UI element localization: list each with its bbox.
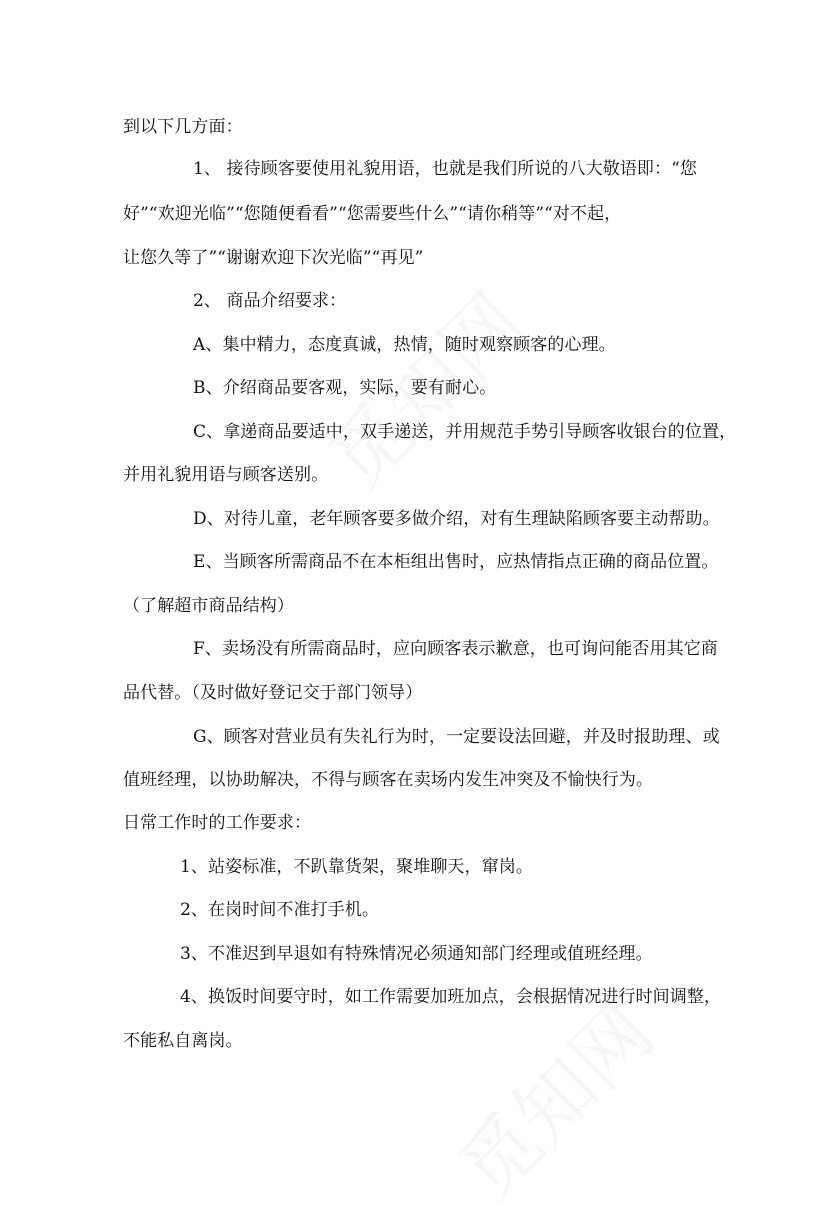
paragraph-line-22: 不能私自离岗。 (123, 1031, 243, 1051)
paragraph-line-10: D、对待儿童，老年顾客要多做介绍，对有生理缺陷顾客要主动帮助。 (193, 509, 720, 529)
paragraph-line-15: G、顾客对营业员有失礼行为时，一定要设法回避，并及时报助理、或 (193, 727, 720, 747)
paragraph-line-5: 2、 商品介绍要求： (193, 291, 347, 311)
paragraph-line-21: 4、换饭时间要守时，如工作需要加班加点，会根据情况进行时间调整， (180, 987, 722, 1007)
paragraph-line-9: 并用礼貌用语与顾客送别。 (123, 465, 329, 485)
paragraph-line-7: B、介绍商品要客观，实际，要有耐心。 (193, 378, 497, 398)
paragraph-line-14: 品代替。（及时做好登记交于部门领导） (123, 683, 423, 703)
paragraph-line-4: 让您久等了”“谢谢欢迎下次光临”“再见” (123, 248, 424, 268)
paragraph-line-13: F、卖场没有所需商品时，应向顾客表示歉意，也可询问能否用其它商 (193, 639, 718, 659)
paragraph-line-3: 好”“欢迎光临”“您随便看看”“您需要些什么”“请你稍等”“对不起， (123, 204, 622, 224)
paragraph-line-8: C、拿递商品要适中，双手递送，并用规范手势引导顾客收银台的位置， (193, 422, 737, 442)
paragraph-line-20: 3、不准迟到早退如有特殊情况必须通知部门经理或值班经理。 (180, 944, 653, 964)
section-heading: 日常工作时的工作要求： (123, 813, 312, 833)
paragraph-line-11: E、当顾客所需商品不在本柜组出售时，应热情指点正确的商品位置。 (193, 552, 719, 572)
paragraph-line-1: 到以下几方面： (123, 117, 243, 137)
paragraph-line-6: A、集中精力，态度真诚，热情，随时观察顾客的心理。 (193, 335, 616, 355)
paragraph-line-2: 1、 接待顾客要使用礼貌用语，也就是我们所说的八大敬语即：“您 (193, 159, 698, 179)
paragraph-line-12: （了解超市商品结构） (123, 596, 294, 616)
paragraph-line-16: 值班经理，以协助解决，不得与顾客在卖场内发生冲突及不愉快行为。 (123, 770, 654, 790)
paragraph-line-19: 2、在岗时间不准打手机。 (180, 900, 380, 920)
paragraph-line-18: 1、站姿标准，不趴靠货架，聚堆聊天，窜岗。 (180, 857, 533, 877)
watermark-bottom (430, 975, 675, 1219)
